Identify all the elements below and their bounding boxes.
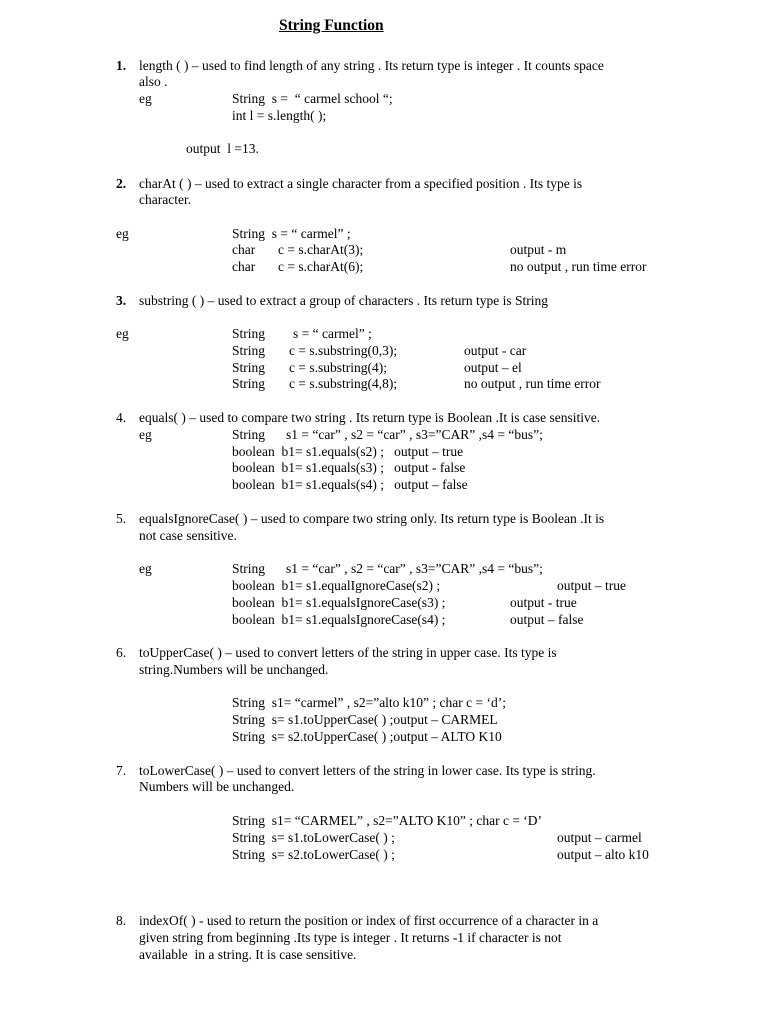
section-number: 5.	[116, 511, 127, 526]
code-keyword: char	[232, 242, 256, 257]
code-line: String s= s2.toLowerCase( ) ;	[232, 847, 395, 862]
page-title: String Function	[279, 17, 384, 34]
code-line: c = s.charAt(3);	[278, 242, 364, 257]
code-keyword: String	[232, 326, 266, 341]
section-number: 8.	[116, 913, 127, 928]
example-label: eg	[139, 561, 152, 576]
section-number: 6.	[116, 645, 127, 660]
section-description: character.	[139, 192, 192, 207]
code-line: c = s.charAt(6);	[278, 259, 364, 274]
code-line: String s= s2.toUpperCase( ) ;output – ALTO K10	[232, 729, 502, 744]
code-keyword: String	[232, 561, 266, 576]
code-line: boolean b1= s1.equalsIgnoreCase(s4) ;	[232, 612, 446, 627]
output-line: output - true	[510, 595, 577, 610]
section-description: available in a string. It is case sensitive.	[139, 947, 357, 962]
code-line: String s1= “carmel” , s2=”alto k10” ; char c = ‘d’;	[232, 695, 507, 710]
code-line: c = s.substring(4,8);	[289, 376, 398, 391]
code-line: String s= s1.toUpperCase( ) ;output – CARMEL	[232, 712, 498, 727]
code-line: String s = “ carmel school “;	[232, 91, 393, 106]
code-line: String s1= “CARMEL” , s2=”ALTO K10” ; char c = ‘D’	[232, 813, 543, 828]
code-line: boolean b1= s1.equals(s3) ; output - false	[232, 460, 466, 475]
code-line: c = s.substring(0,3);	[289, 343, 398, 358]
code-line: boolean b1= s1.equals(s2) ; output – true	[232, 444, 464, 459]
section-description: given string from beginning .Its type is integer . It returns -1 if character is not	[139, 930, 562, 945]
section-description: charAt ( ) – used to extract a single character from a specified position . Its type is	[139, 176, 583, 191]
section-description: string.Numbers will be unchanged.	[139, 662, 329, 677]
example-label: eg	[116, 326, 129, 341]
code-line: c = s.substring(4);	[289, 360, 387, 375]
section-number: 7.	[116, 763, 127, 778]
code-line: String s = “ carmel” ;	[232, 226, 351, 241]
output-line: output - m	[510, 242, 567, 257]
output-line: output l =13.	[186, 141, 259, 156]
code-keyword: String	[232, 343, 266, 358]
section-description: toUpperCase( ) – used to convert letters of the string in upper case. Its type is	[139, 645, 557, 660]
section-description: Numbers will be unchanged.	[139, 779, 295, 794]
example-label: eg	[116, 226, 129, 241]
output-line: output – alto k10	[557, 847, 649, 862]
section-number: 3.	[116, 293, 127, 308]
output-line: output – false	[510, 612, 584, 627]
section-description: not case sensitive.	[139, 528, 237, 543]
code-keyword: String	[232, 427, 266, 442]
section-description: equalsIgnoreCase( ) – used to compare two string only. Its return type is Boolean .It is	[139, 511, 605, 526]
code-line: int l = s.length( );	[232, 108, 327, 123]
output-line: output – true	[557, 578, 626, 593]
section-description: length ( ) – used to find length of any string . Its return type is integer . It counts space	[139, 58, 604, 73]
code-keyword: char	[232, 259, 256, 274]
code-line: s1 = “car” , s2 = “car” , s3=”CAR” ,s4 = “bus”;	[286, 427, 543, 442]
code-line: s = “ carmel” ;	[293, 326, 372, 341]
code-line: boolean b1= s1.equalIgnoreCase(s2) ;	[232, 578, 441, 593]
section-description: also .	[139, 74, 168, 89]
code-line: boolean b1= s1.equals(s4) ; output – false	[232, 477, 468, 492]
code-keyword: String	[232, 360, 266, 375]
code-line: boolean b1= s1.equalsIgnoreCase(s3) ;	[232, 595, 446, 610]
section-description: indexOf( ) - used to return the position or index of first occurrence of a character in a	[139, 913, 599, 928]
code-line: s1 = “car” , s2 = “car” , s3=”CAR” ,s4 = “bus”;	[286, 561, 543, 576]
code-line: String s= s1.toLowerCase( ) ;	[232, 830, 395, 845]
output-line: no output , run time error	[510, 259, 647, 274]
section-number: 1.	[116, 58, 127, 73]
section-description: equals( ) – used to compare two string . Its return type is Boolean .It is case sensitive.	[139, 410, 601, 425]
example-label: eg	[139, 427, 152, 442]
output-line: output – carmel	[557, 830, 642, 845]
section-number: 2.	[116, 176, 127, 191]
section-number: 4.	[116, 410, 127, 425]
output-line: output – el	[464, 360, 522, 375]
example-label: eg	[139, 91, 152, 106]
code-keyword: String	[232, 376, 266, 391]
section-description: substring ( ) – used to extract a group of characters . Its return type is String	[139, 293, 549, 308]
output-line: output - car	[464, 343, 527, 358]
section-description: toLowerCase( ) – used to convert letters of the string in lower case. Its type is string.	[139, 763, 596, 778]
output-line: no output , run time error	[464, 376, 601, 391]
